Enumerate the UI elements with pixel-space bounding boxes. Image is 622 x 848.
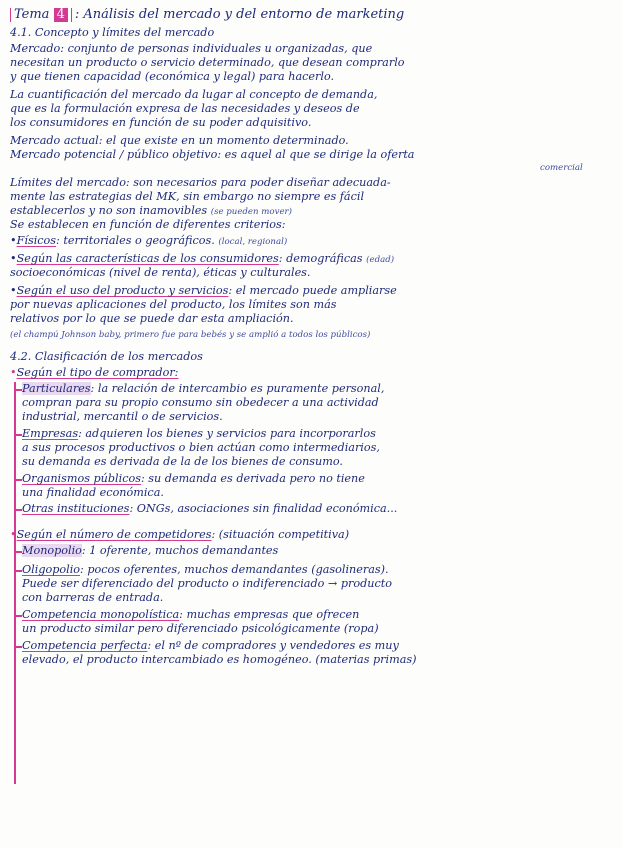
text-line: necesitan un producto o servicio determinado, que desean comprarlo xyxy=(10,56,405,69)
text-line: un producto similar pero diferenciado psicológicamente (ropa) xyxy=(22,622,379,635)
arrow-icon xyxy=(14,389,22,391)
tema-box: Tema 4 xyxy=(10,8,72,22)
text-line: compran para su propio consumo sin obedecer a una actividad xyxy=(22,396,379,409)
text-line-comercial: comercial xyxy=(540,163,583,173)
mercado-actual: Mercado actual: el que existe en un momento determinado. xyxy=(10,134,349,147)
arrow-icon xyxy=(14,479,22,481)
text-line: Puede ser diferenciado del producto o indiferenciado → producto xyxy=(22,577,392,590)
text-line: La cuantificación del mercado da lugar al concepto de demanda, xyxy=(10,88,378,101)
text-line: que es la formulación expresa de las necesidades y deseos de xyxy=(10,102,360,115)
competidores-monopolio: Monopolio: 1 oferente, muchos demandantes xyxy=(22,544,279,557)
competidores-oligopolio: Oligopolio: pocos oferentes, muchos demandantes (gasolineras). xyxy=(22,563,389,576)
text-line: elevado, el producto intercambiado es homogéneo. (materias primas) xyxy=(22,653,417,666)
competidores-heading: •Según el número de competidores: (situación competitiva) xyxy=(10,528,350,541)
limites-title: Límites del mercado: son necesarios para poder diseñar adecuada- xyxy=(10,176,391,189)
section-4-1-title: 4.1. Concepto y límites del mercado xyxy=(10,26,215,39)
document-title: Tema 4 : Análisis del mercado y del entorno de marketing xyxy=(10,8,614,22)
competidores-perfecta: Competencia perfecta: el nº de compradores y vendedores es muy xyxy=(22,639,399,652)
text-line: por nuevas aplicaciones del producto, los límites son más xyxy=(10,298,337,311)
example-note: (el champú Johnson baby, primero fue para bebés y se amplió a todos los públicos) xyxy=(10,330,371,340)
comprador-empresas: Empresas: adquieren los bienes y servicios para incorporarlos xyxy=(22,427,376,440)
text-line: una finalidad económica. xyxy=(22,486,164,499)
text-line: socioeconómicas (nivel de renta), éticas y culturales. xyxy=(10,266,311,279)
text-line: establecerlos y no son inamovibles (se pueden mover) xyxy=(10,204,292,217)
arrow-icon xyxy=(14,551,22,553)
text-line: y que tienen capacidad (económica y legal) para hacerlo. xyxy=(10,70,335,83)
text-line: relativos por lo que se puede dar esta ampliación. xyxy=(10,312,294,325)
text-line: a sus procesos productivos o bien actúan como intermediarios, xyxy=(22,441,380,454)
criterio-uso: •Según el uso del producto y servicios: el mercado puede ampliarse xyxy=(10,284,397,297)
arrow-icon xyxy=(14,434,22,436)
competidores-monopolistica: Competencia monopolística: muchas empresas que ofrecen xyxy=(22,608,360,621)
text-line: industrial, mercantil o de servicios. xyxy=(22,410,223,423)
section-4-2-title: 4.2. Clasificación de los mercados xyxy=(10,350,203,363)
arrow-icon xyxy=(14,570,22,572)
arrow-icon xyxy=(14,509,22,511)
comprador-organismos: Organismos públicos: su demanda es derivada pero no tiene xyxy=(22,472,365,485)
text-line: con barreras de entrada. xyxy=(22,591,164,604)
text-line: Se establecen en función de diferentes criterios: xyxy=(10,218,286,231)
criterio-consumidores: •Según las características de los consumidores: demográficas (edad) xyxy=(10,252,395,265)
mercado-potencial: Mercado potencial / público objetivo: es aquel al que se dirige la oferta xyxy=(10,148,415,161)
comprador-particulares: Particulares: la relación de intercambio es puramente personal, xyxy=(22,382,385,395)
text-line: su demanda es derivada de la de los bienes de consumo. xyxy=(22,455,343,468)
comprador-heading: •Según el tipo de comprador: xyxy=(10,366,179,379)
mercado-definition: Mercado: conjunto de personas individuales u organizadas, que xyxy=(10,42,373,55)
arrow-icon xyxy=(14,615,22,617)
text-line: mente las estrategias del MK, sin embargo no siempre es fácil xyxy=(10,190,365,203)
comprador-otras: Otras instituciones: ONGs, asociaciones sin finalidad económica... xyxy=(22,502,398,515)
text-line: los consumidores en función de su poder adquisitivo. xyxy=(10,116,312,129)
arrow-icon xyxy=(14,646,22,648)
criterio-fisicos: •Físicos: territoriales o geográficos. (local, regional) xyxy=(10,234,288,247)
bracket-line xyxy=(14,544,16,784)
